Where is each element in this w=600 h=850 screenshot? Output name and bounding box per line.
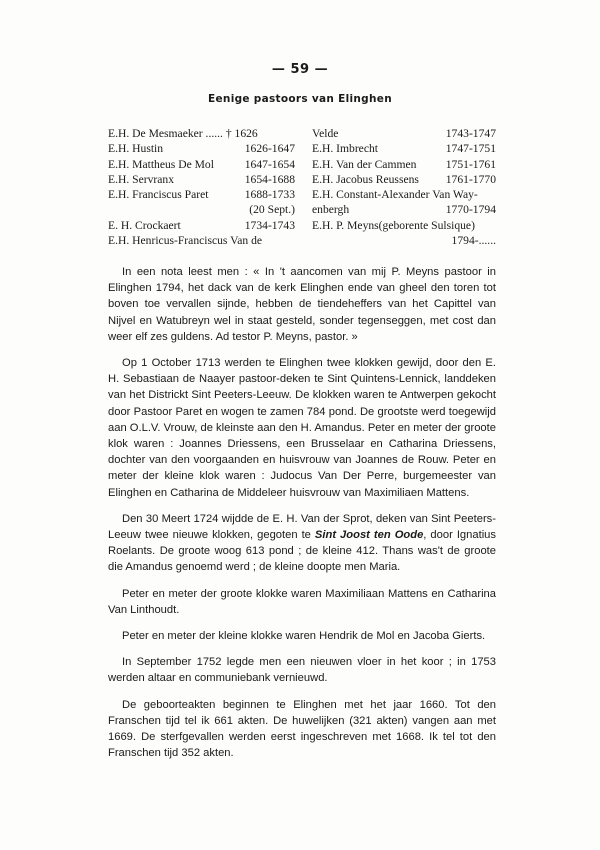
pastor-name: E.H. Henricus-Franciscus Van de [108,234,263,248]
pastor-row [312,218,496,233]
pastor-name: E.H. Hustin [108,142,164,156]
pastor-years: 1794-...... [451,234,496,248]
pastor-name: Velde [312,127,339,140]
pastor-name: E.H. Jacobus Reussens [312,172,419,186]
pastor-name: E.H. Imbrecht [312,142,378,156]
pastor-name: E.H. De Mesmaeker ...... † 1626 [108,127,258,140]
pastor-years: (20 Sept.) [249,203,295,217]
pastor-row [312,187,496,202]
pastor-row [312,202,496,217]
pastor-row [108,172,295,187]
pastor-row [108,233,295,248]
pastor-row [312,141,496,156]
pastor-years: 1688-1733 [244,188,295,202]
pastor-list-right-column [312,126,496,248]
pastor-years: 1743-1747 [445,127,496,140]
pastor-name: E. H. Crockaert [108,218,181,232]
paragraph-registers: De geboorteakten beginnen te Elinghen met het jaar 1660. Tot den Franschen tijd tel ik 661 akten. De huwelijken (321 akten) vangen aan met 1669. De sterfgevallen werden eerst ingeschreven met 1668. Ik tel tot den Franschen tijd 352 akten. [108,698,496,760]
pastor-name: E.H. Servranx [108,172,175,186]
pastor-row [312,126,496,141]
body-text [108,264,496,771]
paragraph-note-meyns: In een nota leest men : « In 't aancomen van mij P. Meyns pastoor in Elinghen 1794, het dack van de kerk Elinghen ende van gheel den toren tot boven toe vervallen sijnde, hebben de tiendeheffers van het Capittel van Nijvel en Watubreyn wel in staat gesteld, sonder tegenseggen, met cost dan weer elf zes guldens. Ad testor P. Meyns, pastor. » [108,266,496,343]
paragraph-floor-1752: In September 1752 legde men een nieuwen vloer in het koor ; in 1753 werden altaar en communiebank vernieuwd. [108,656,496,685]
pastor-name: E.H. P. Meyns(geborente Sulsique) [312,218,475,232]
pastor-name: E.H. Mattheus De Mol [108,157,214,171]
pastor-name: E.H. Franciscus Paret [108,188,209,202]
pastor-years: 1734-1743 [244,218,295,232]
pastor-row [312,172,496,187]
pastor-years: 1626-1647 [244,142,295,156]
pastor-row [312,233,496,248]
pastor-years: 1654-1688 [244,172,295,186]
paragraph-bells-1713: Op 1 October 1713 werden te Elinghen twee klokken gewijd, door den E. H. Sebastiaan de Naayer pastoor-deken te Sint Quintens-Lennick, landdeken van het Districkt Sint Peeters-Leeuw. De klokken waren te Antwerpen gekocht door Pastoor Paret en wogen te zamen 784 pond. De grootste werd toegewijd aan O.L.V. Vrouw, de kleinste aan den H. Amandus. Peter en meter der groote klok waren : Joannes Driessens, een Brusselaar en Catharina Driessens, dochter van den voorgaanden en huisvrouw van Joannes de Rouw. Peter en meter der kleine klok waren : Judocus Van Der Perre, burgemeester van Elinghen en Catharina de Middeleer huisvrouw van Maximiliaen Mattens. [108,357,496,499]
pastor-name: E.H. Constant-Alexander Van Way- [312,188,478,202]
pastor-years: 1747-1751 [445,142,496,156]
pastor-name: enbergh [312,203,350,217]
pastor-row [108,218,295,233]
section-heading: Eenige pastoors van Elinghen [208,93,392,105]
pastor-row [312,157,496,172]
paragraph-bells-1724 [108,511,496,576]
paragraph-godparents-large-bell: Peter en meter der groote klokke waren Maximiliaan Mattens en Catharina Van Linthoudt. [108,587,496,616]
pastor-row [108,126,295,141]
place-name: Sint Joost ten Oode [314,529,424,542]
paragraph-text: Den 30 Meert 1724 wijdde de E. H. Van der Sprot, deken van Sint Peeters-Leeuw twee nieuwe klokken, gegoten te [108,512,496,542]
page-number: — 59 — [271,62,329,77]
pastor-row [108,187,295,202]
pastor-name: E.H. Van der Cammen [312,157,417,171]
pastor-years: 1770-1794 [445,203,496,217]
pastor-row [108,141,295,156]
pastor-years: 1761-1770 [445,172,496,186]
pastor-row [108,202,295,217]
paragraph-godparents-small-bell: Peter en meter der kleine klokke waren Hendrik de Mol en Jacoba Gierts. [122,630,486,643]
pastor-years: 1647-1654 [244,157,295,171]
paragraph-text: , door Ignatius Roelants. De groote woog 613 pond ; de kleine 412. Thans was't de groote die Amandus genoemd werd ; de kleine doopte men Maria. [108,529,496,574]
pastor-list-left-column [108,126,295,248]
pastor-years: 1751-1761 [445,157,496,171]
pastor-row [108,157,295,172]
